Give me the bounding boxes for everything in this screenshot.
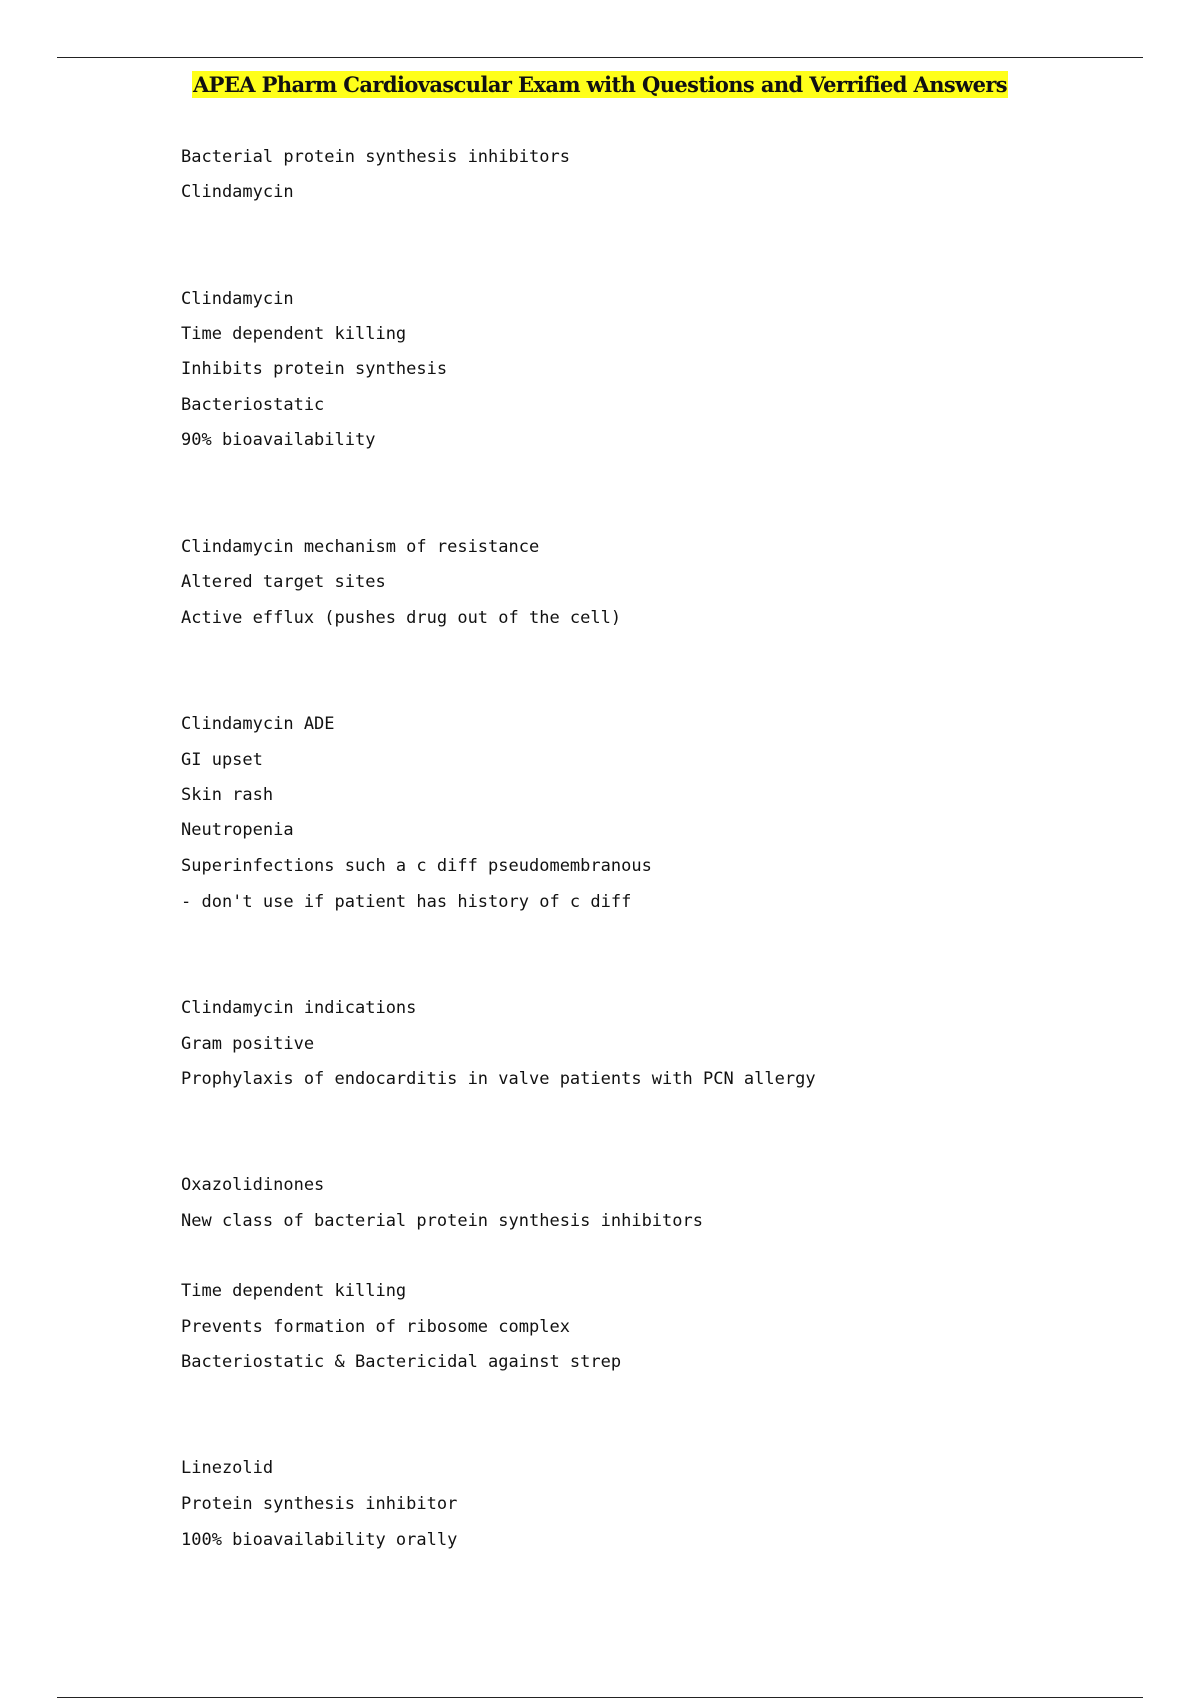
text-line: Bacteriostatic & Bactericidal against strep — [181, 1352, 622, 1372]
text-line: Clindamycin — [181, 182, 294, 202]
text-line: Inhibits protein synthesis — [181, 359, 448, 379]
text-line: Bacterial protein synthesis inhibitors — [181, 147, 570, 167]
text-line: Clindamycin mechanism of resistance — [181, 537, 540, 557]
text-line: Gram positive — [181, 1034, 315, 1054]
text-line: Linezolid — [181, 1458, 274, 1478]
text-line: Clindamycin ADE — [181, 714, 335, 734]
text-line: Oxazolidinones — [181, 1175, 325, 1195]
text-line: Prevents formation of ribosome complex — [181, 1317, 570, 1337]
text-line: Superinfections such a c diff pseudomembranous — [181, 856, 652, 876]
text-line: Time dependent killing — [181, 324, 407, 344]
text-line: New class of bacterial protein synthesis inhibitors — [181, 1211, 703, 1231]
document-title: APEA Pharm Cardiovascular Exam with Questions and Verrified Answers — [192, 72, 1008, 97]
text-line: Clindamycin indications — [181, 998, 417, 1018]
text-line: Skin rash — [181, 785, 274, 805]
text-line: Altered target sites — [181, 572, 386, 592]
text-line: Neutropenia — [181, 820, 294, 840]
footer-rule — [57, 1697, 1143, 1698]
text-line: Clindamycin — [181, 289, 294, 309]
text-line: GI upset — [181, 750, 263, 770]
text-line: Time dependent killing — [181, 1281, 407, 1301]
header-rule — [57, 57, 1143, 58]
title-container — [0, 71, 1200, 98]
text-line: 90% bioavailability — [181, 430, 376, 450]
text-line: - don't use if patient has history of c diff — [181, 892, 632, 912]
text-line: Prophylaxis of endocarditis in valve patients with PCN allergy — [181, 1069, 816, 1089]
text-line: Active efflux (pushes drug out of the cell) — [181, 608, 622, 628]
text-line: 100% bioavailability orally — [181, 1530, 458, 1550]
text-line: Protein synthesis inhibitor — [181, 1494, 458, 1514]
text-line: Bacteriostatic — [181, 395, 325, 415]
